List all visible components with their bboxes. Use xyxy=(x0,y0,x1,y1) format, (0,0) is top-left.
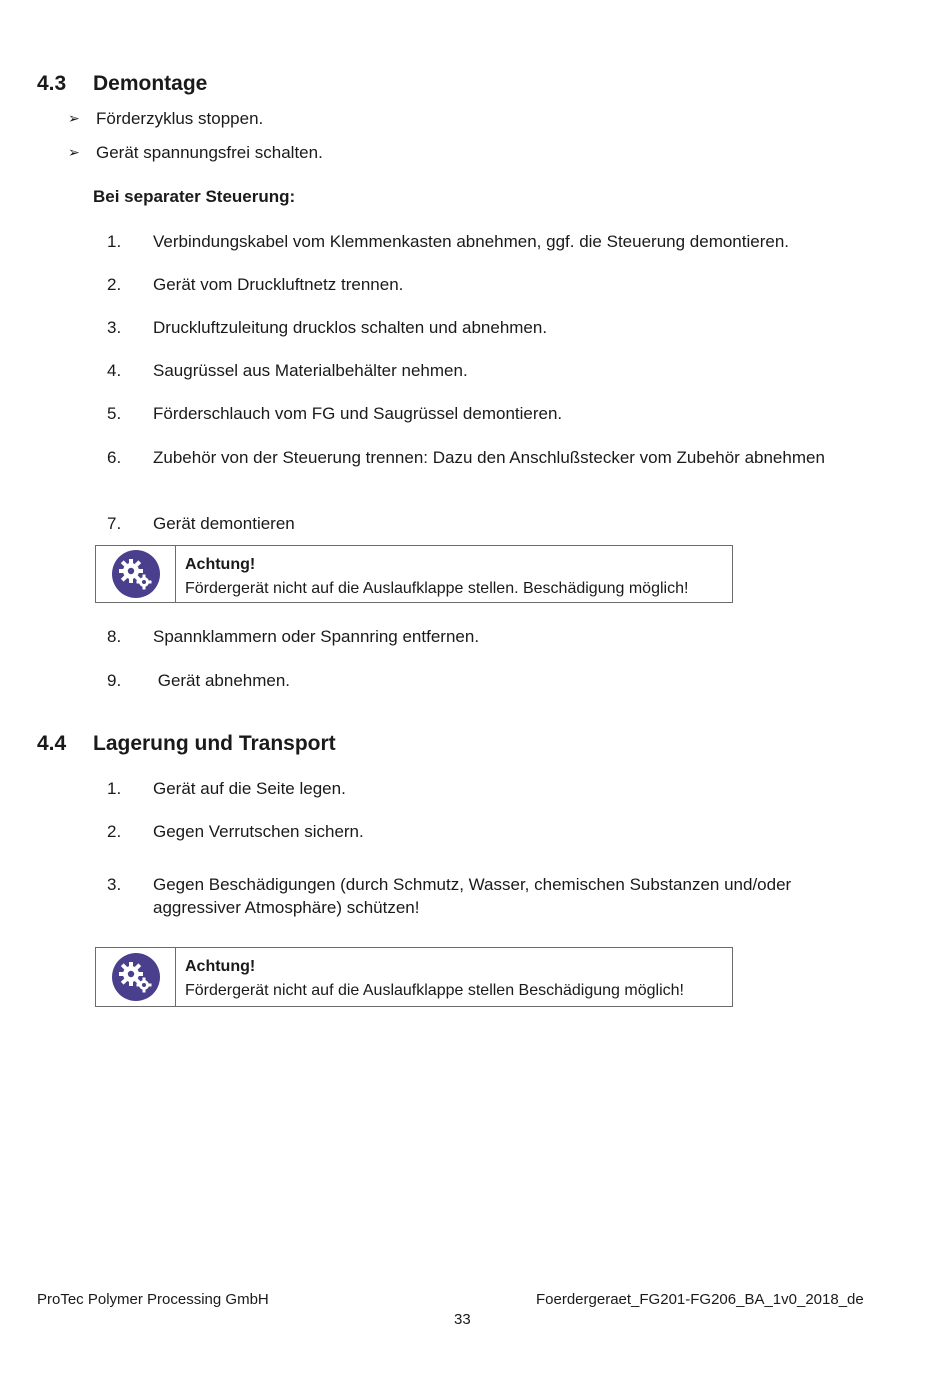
step-number: 3. xyxy=(107,875,122,894)
step-text: Förderschlauch vom FG und Saugrüssel demontieren. xyxy=(153,404,563,423)
footer-document-name: Foerdergeraet_FG201-FG206_BA_1v0_2018_de xyxy=(536,1291,864,1308)
step-number: 3. xyxy=(107,318,122,337)
gears-icon xyxy=(112,550,160,598)
gears-icon xyxy=(112,953,160,1001)
notice-title: Achtung! xyxy=(185,556,256,573)
subheading: Bei separater Steuerung: xyxy=(93,187,296,206)
step-number: 2. xyxy=(107,822,122,841)
step-text: Gerät auf die Seite legen. xyxy=(153,779,346,798)
step-text: Gerät abnehmen. xyxy=(153,671,291,690)
warning-notice xyxy=(95,545,733,603)
step-number: 6. xyxy=(107,448,122,467)
step-text: Gegen Verrutschen sichern. xyxy=(153,822,364,841)
step-number: 4. xyxy=(107,361,122,380)
bullet-text: Gerät spannungsfrei schalten. xyxy=(96,143,323,162)
step-number: 1. xyxy=(107,779,122,798)
section-title: Demontage xyxy=(93,72,208,95)
step-text: Gegen Beschädigungen (durch Schmutz, Wasser, chemischen Substanzen und/oder aggressiver Atmosphäre) schützen! xyxy=(153,875,792,917)
section-title: Lagerung und Transport xyxy=(93,732,336,755)
arrow-bullet-icon: ➢ xyxy=(68,110,80,126)
step-number: 8. xyxy=(107,627,122,646)
notice-icon-cell xyxy=(96,546,176,602)
step-number: 2. xyxy=(107,275,122,294)
step-text: Verbindungskabel vom Klemmenkasten abnehmen, ggf. die Steuerung demontieren. xyxy=(153,232,790,251)
step-text: Gerät vom Druckluftnetz trennen. xyxy=(153,275,404,294)
notice-message: Fördergerät nicht auf die Auslaufklappe stellen Beschädigung möglich! xyxy=(185,982,684,999)
bullet-text: Förderzyklus stoppen. xyxy=(96,109,264,128)
step-number: 7. xyxy=(107,514,122,533)
arrow-bullet-icon: ➢ xyxy=(68,144,80,160)
footer-company: ProTec Polymer Processing GmbH xyxy=(37,1291,269,1308)
step-text: Saugrüssel aus Materialbehälter nehmen. xyxy=(153,361,468,380)
step-text: Spannklammern oder Spannring entfernen. xyxy=(153,627,480,646)
step-text: Druckluftzuleitung drucklos schalten und abnehmen. xyxy=(153,318,548,337)
notice-icon-cell xyxy=(96,948,176,1006)
section-number: 4.3 xyxy=(37,72,67,95)
notice-title: Achtung! xyxy=(185,958,256,975)
step-number: 5. xyxy=(107,404,122,423)
page-number: 33 xyxy=(454,1311,471,1328)
step-text: Zubehör von der Steuerung trennen: Dazu den Anschlußstecker vom Zubehör abnehmen xyxy=(153,448,825,467)
section-number: 4.4 xyxy=(37,732,67,755)
warning-notice xyxy=(95,947,733,1007)
notice-message: Fördergerät nicht auf die Auslaufklappe stellen. Beschädigung möglich! xyxy=(185,580,689,597)
step-number: 1. xyxy=(107,232,122,251)
step-number: 9. xyxy=(107,671,122,690)
step-text: Gerät demontieren xyxy=(153,514,295,533)
